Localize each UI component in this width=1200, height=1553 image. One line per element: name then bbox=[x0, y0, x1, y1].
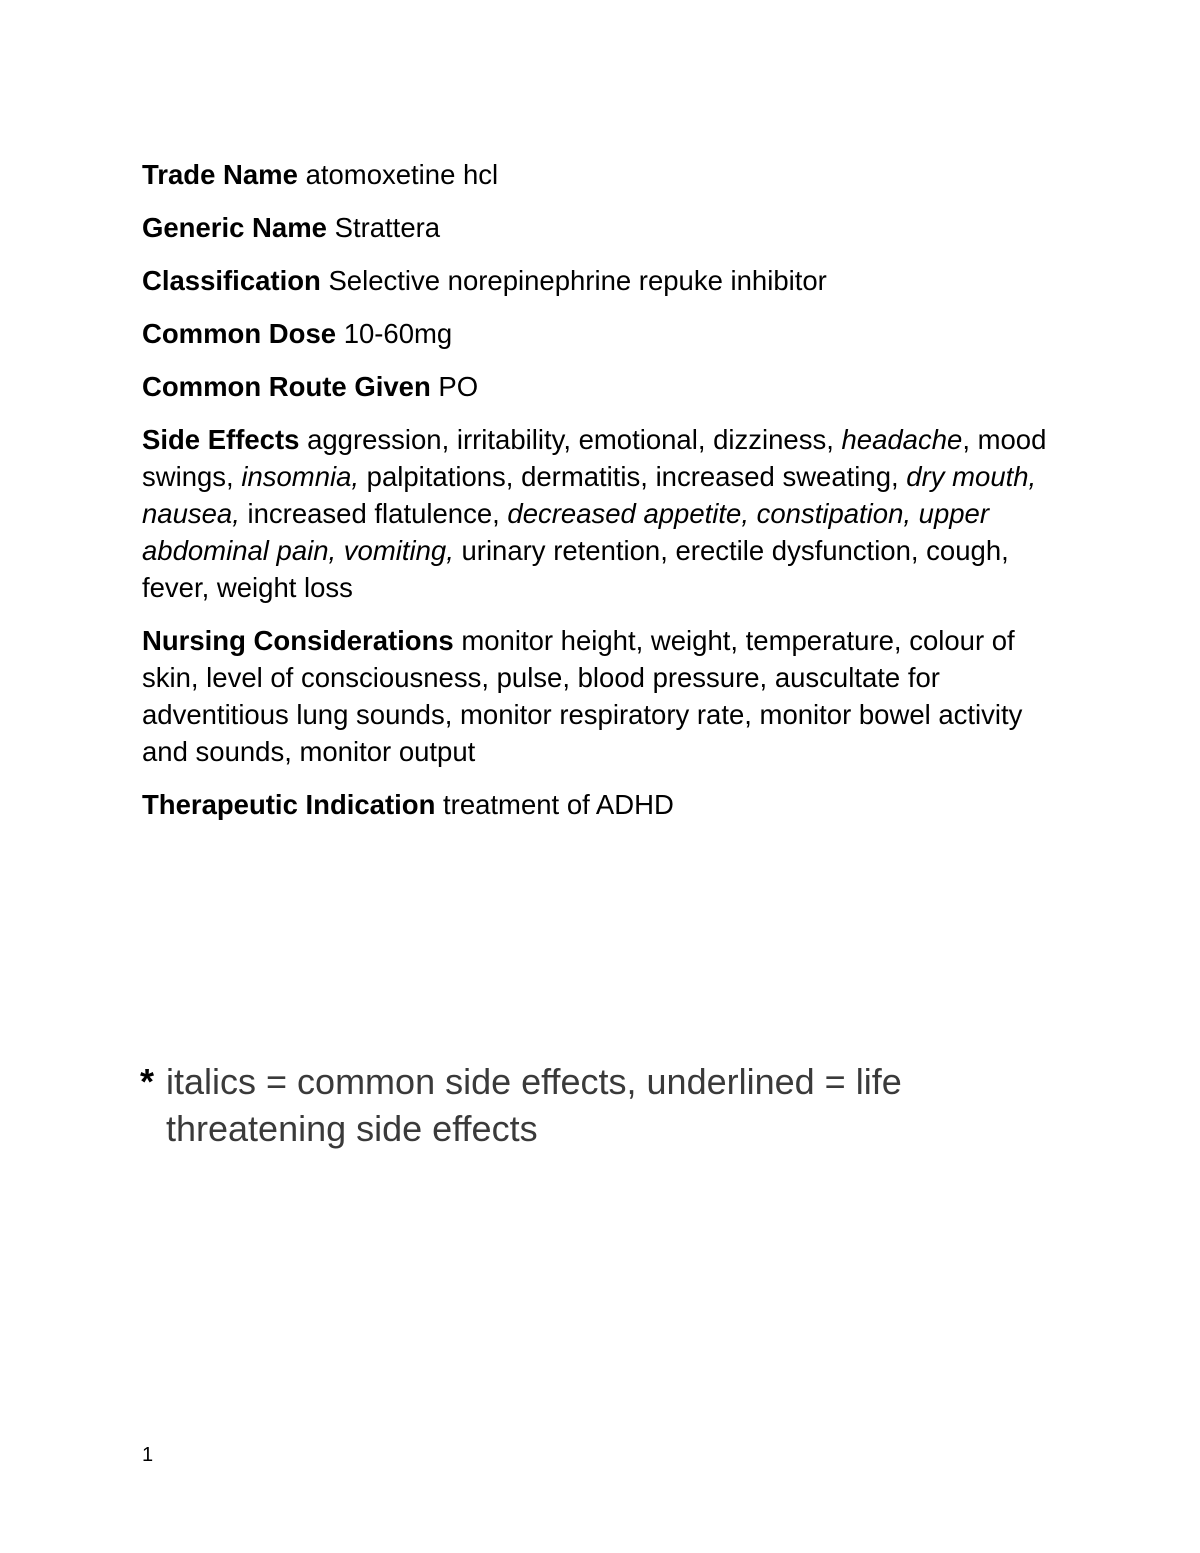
generic-name-row bbox=[142, 209, 1072, 246]
common-route-row bbox=[142, 368, 1072, 405]
nursing-considerations-row bbox=[142, 622, 1072, 770]
side-effects-segment: palpitations, dermatitis, increased sweating, bbox=[359, 461, 907, 492]
side-effects-segment-common: decreased appetite, constipation, upper abdominal pain, vomiting, bbox=[142, 498, 989, 566]
therapeutic-indication-row bbox=[142, 786, 1072, 823]
side-effects-row bbox=[142, 421, 1072, 606]
common-dose-value: 10-60mg bbox=[343, 318, 453, 349]
trade-name-row bbox=[142, 156, 1072, 193]
side-effects-segment: urinary retention, erectile dysfunction, cough, fever, weight loss bbox=[142, 535, 1009, 603]
side-effects-segment-common: insomnia, bbox=[241, 461, 360, 492]
classification-value: Selective norepinephrine repuke inhibitor bbox=[328, 265, 827, 296]
therapeutic-indication-label: Therapeutic Indication bbox=[142, 789, 436, 820]
common-route-value: PO bbox=[438, 371, 479, 402]
generic-name-label: Generic Name bbox=[142, 212, 327, 243]
classification-row bbox=[142, 262, 1072, 299]
footnote bbox=[140, 1058, 1066, 1152]
nursing-considerations-label: Nursing Considerations bbox=[142, 625, 454, 656]
classification-label: Classification bbox=[142, 265, 321, 296]
side-effects-label: Side Effects bbox=[142, 424, 300, 455]
therapeutic-indication-value: treatment of ADHD bbox=[443, 789, 674, 820]
common-dose-row bbox=[142, 315, 1072, 352]
trade-name-value: atomoxetine hcl bbox=[305, 159, 499, 190]
generic-name-value: Strattera bbox=[334, 212, 441, 243]
side-effects-segment: increased flatulence, bbox=[239, 498, 508, 529]
trade-name-label: Trade Name bbox=[142, 159, 298, 190]
footnote-text: italics = common side effects, underlined = life threatening side effects bbox=[166, 1061, 902, 1149]
common-dose-label: Common Dose bbox=[142, 318, 337, 349]
side-effects-segment: aggression, irritability, emotional, dizziness, bbox=[307, 424, 842, 455]
side-effects-segment-common: dry mouth, nausea, bbox=[142, 461, 1037, 529]
nursing-considerations-value: monitor height, weight, temperature, colour of skin, level of consciousness, pulse, blood pressure, auscultate for adventitious lung sounds, monitor respiratory rate, monitor bowel activity and sounds, monitor output bbox=[142, 625, 1023, 767]
side-effects-segment-common: headache bbox=[841, 424, 963, 455]
common-route-label: Common Route Given bbox=[142, 371, 431, 402]
page-number: 1 bbox=[142, 1444, 154, 1466]
footnote-marker: * bbox=[140, 1061, 155, 1102]
drug-card bbox=[142, 156, 1072, 839]
side-effects-segment: , mood swings, bbox=[142, 424, 1047, 492]
